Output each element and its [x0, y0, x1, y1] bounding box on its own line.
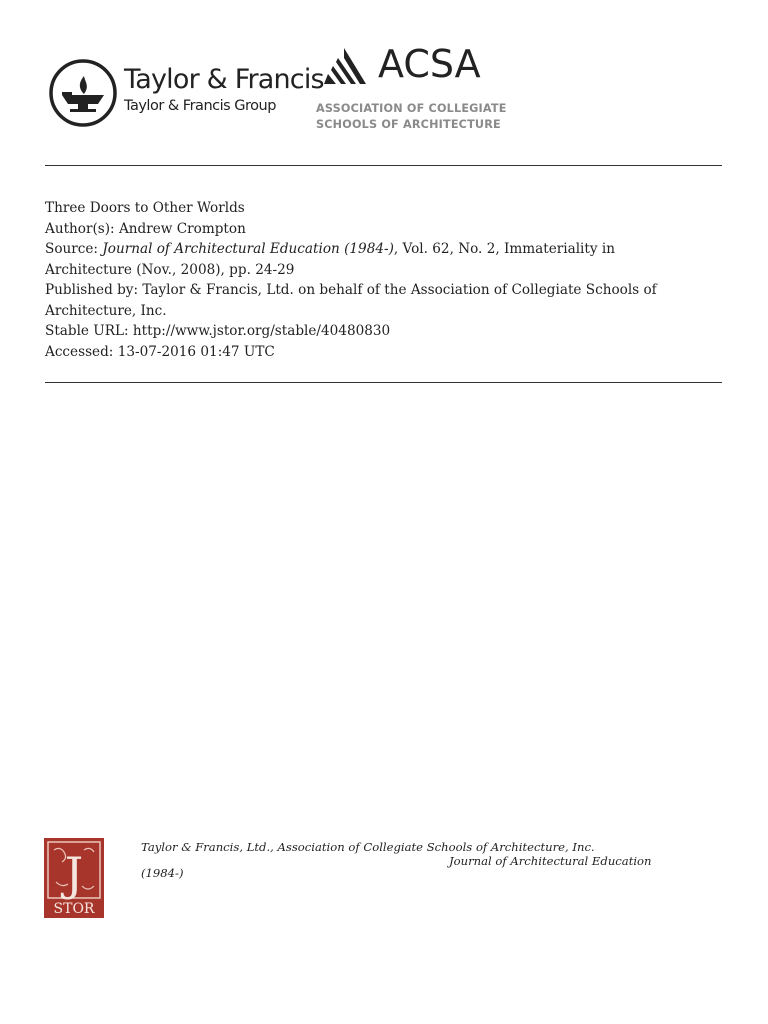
published-by-line-2: Architecture, Inc. [45, 302, 167, 319]
source-line: Source: Journal of Architectural Education (1984-), Vol. 62, No. 2, Immateriality in [45, 241, 615, 257]
acsa-triangle-icon [322, 46, 368, 86]
journal-name: Journal of Architectural Education (1984-) [102, 241, 394, 257]
acsa-subtitle-line-2: SCHOOLS OF ARCHITECTURE [316, 118, 501, 131]
top-divider [45, 165, 722, 166]
svg-text:J: J [64, 847, 84, 901]
source-line-2: Architecture (Nov., 2008), pp. 24-29 [45, 261, 295, 278]
accessed-line: Accessed: 13-07-2016 01:47 UTC [45, 343, 275, 360]
acsa-subtitle-line-1: ASSOCIATION OF COLLEGIATE [316, 102, 507, 115]
taylor-francis-lamp-icon [48, 58, 118, 128]
footer-line-1: Taylor & Francis, Ltd., Association of Collegiate Schools of Architecture, Inc. [141, 840, 595, 854]
jstor-logo-icon [44, 838, 104, 918]
published-by-line: Published by: Taylor & Francis, Ltd. on behalf of the Association of Collegiate Schools of [45, 282, 657, 298]
publisher-logos [48, 40, 508, 140]
taylor-francis-wordmark: Taylor & Francis [124, 64, 324, 95]
accessed-date: 13-07-2016 01:47 UTC [117, 343, 275, 360]
author-line: Author(s): Andrew Crompton [45, 220, 246, 237]
footer-line-3: (1984-) [141, 866, 184, 880]
author-name: Andrew Crompton [118, 220, 246, 237]
svg-text:STOR: STOR [53, 901, 95, 917]
article-metadata [45, 198, 725, 362]
footer-line-2: Journal of Architectural Education [449, 854, 652, 868]
acsa-wordmark: ACSA [378, 42, 481, 86]
stable-url-link[interactable]: http://www.jstor.org/stable/40480830 [132, 323, 391, 339]
article-title: Three Doors to Other Worlds [45, 200, 245, 216]
bottom-divider [45, 382, 722, 383]
taylor-francis-group-label: Taylor & Francis Group [124, 98, 276, 114]
stable-url-line: Stable URL: http://www.jstor.org/stable/40480830 [45, 323, 391, 339]
